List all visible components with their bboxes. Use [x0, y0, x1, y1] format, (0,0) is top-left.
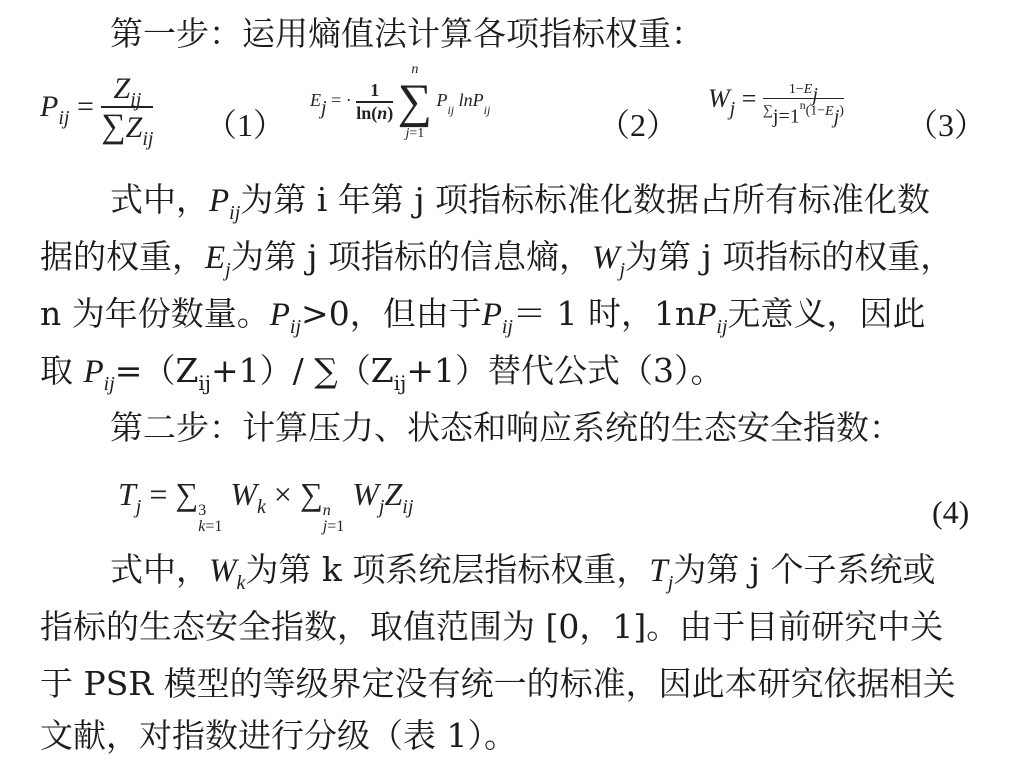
paragraph-1-line-4: 取 $P_{ij}=(Z_{ij}+1)/$ $\sum(Z_{ij}+1)$替代公式（3）。: [40, 351, 724, 395]
equation-4: $T_j$ = ∑ $_{3 k=1}$ $W_k$ × ∑ $_{n j=1}$ $W_jZ_{ij}$: [118, 476, 414, 535]
fraction: $\frac{1}{\ln(n)}$: [356, 80, 394, 123]
paragraph-1-line-3: n 为年份数量。$P_{ij}>0$，但由于$P_{ij}= 1$ 时，$1nP_{ij}$无意义，因此: [40, 294, 926, 338]
paragraph-1-line-2: 据的权重，$E_j$为第 j 项指标的信息熵，$W_j$为第 j 项指标的权重，: [40, 237, 954, 281]
paragraph-2-line-3: 于 PSR 模型的等级界定没有统一的标准，因此本研究依据相关: [40, 664, 956, 703]
equation-3: $W_j$ = $\frac{1-E_j}{\sum_{j=1}^n(1-E_j)}$: [708, 82, 844, 128]
equation-2: $E_j$ = · $\frac{1}{\ln(n)}$ n ∑ j=1 $P_{ij}$ lnP$_{ij}$: [310, 62, 491, 141]
step1-heading: 第一步：运用熵值法计算各项指标权重：: [110, 14, 704, 53]
step2-heading: 第二步：计算压力、状态和响应系统的生态安全指数：: [110, 408, 902, 447]
equation-number: （2）: [598, 107, 679, 143]
paragraph-2-line-4: 文献，对指数进行分级（表 1）。: [40, 716, 517, 755]
fraction: $\frac{Z_{ij}}{\sum Z_{ij}}$: [101, 72, 154, 150]
equation-number: (4): [932, 494, 970, 530]
paragraph-2-line-1: 式中，$W_k$为第 k 项系统层指标权重，$T_j$为第 j 个子系统或: [110, 550, 936, 594]
fraction: $\frac{1-E_j}{\sum_{j=1}^n(1-E_j)}$: [762, 82, 844, 128]
paragraph-1-line-1: 式中，$P_{ij}$为第 i 年第 j 项指标标准化数据占所有标准化数: [110, 180, 931, 224]
equation-number: （3）: [906, 107, 987, 143]
equation-1: $P_{ij}$ = $\frac{Z_{ij}}{\sum Z_{ij}}$: [40, 72, 154, 150]
equation-number: （1）: [205, 107, 286, 143]
paragraph-2-line-2: 指标的生态安全指数，取值范围为 [0，1]。由于目前研究中关: [40, 607, 944, 646]
